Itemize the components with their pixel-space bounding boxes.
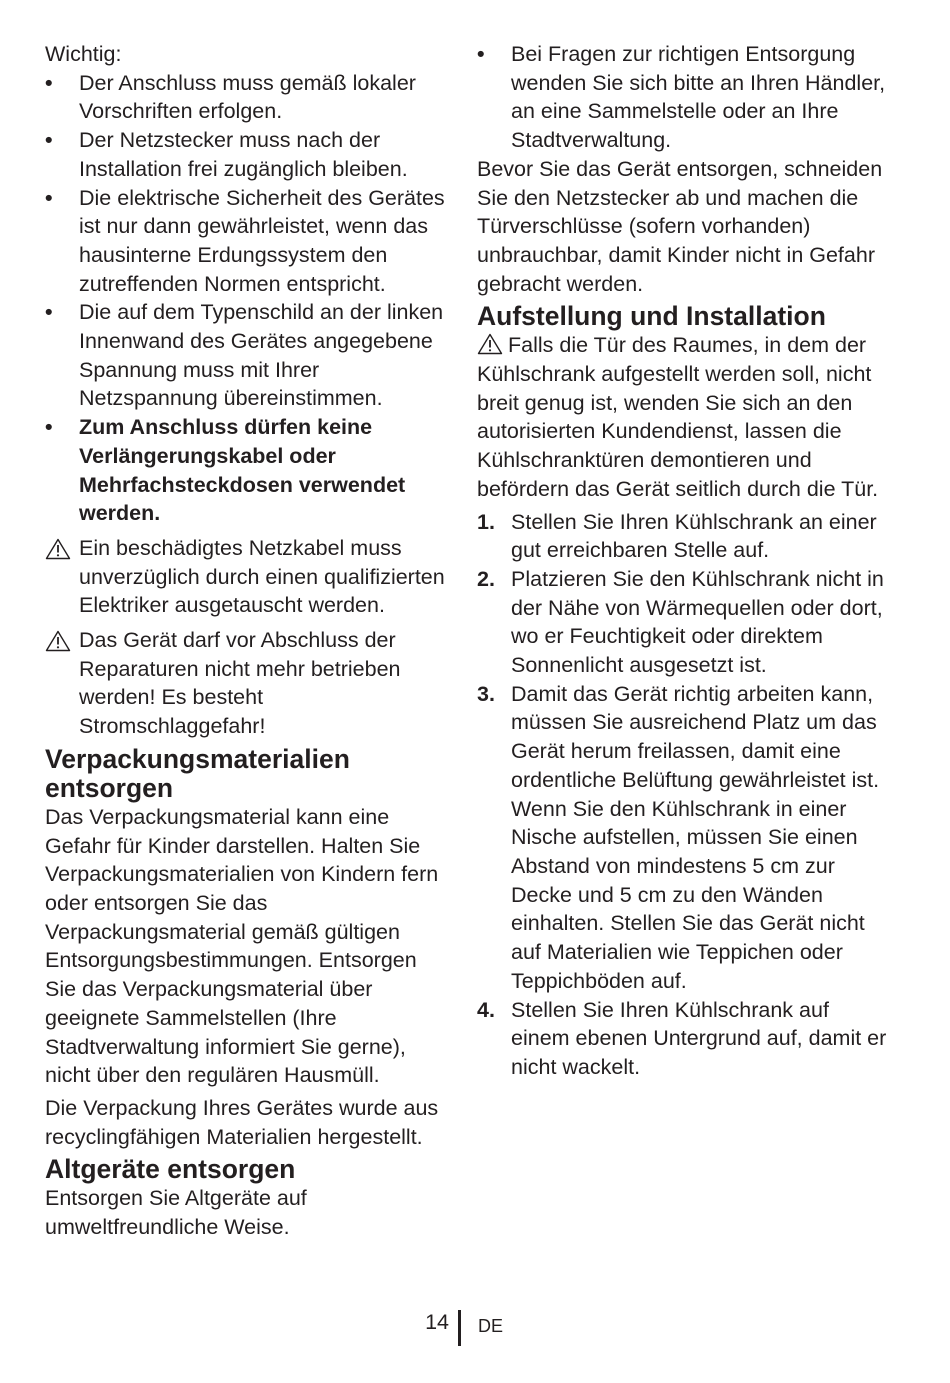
paragraph: Die Verpackung Ihres Gerätes wurde aus recyclingfähigen Materialien hergestellt.: [45, 1095, 439, 1149]
numbered-step: [477, 680, 887, 996]
warning-note: [45, 626, 453, 741]
section-heading-old-appliances: Altgeräte entsorgen: [45, 1154, 296, 1185]
list-item-text: Der Netzstecker muss nach der Installation frei zugänglich bleiben.: [79, 128, 408, 181]
bullet-icon: •: [45, 415, 53, 440]
warning-text: Ein beschädigtes Netzkabel muss unverzüglich durch einen qualifizierten Elektriker ausgetauscht werden.: [79, 535, 445, 618]
right-column: [477, 40, 887, 1082]
page-number: 14: [425, 1310, 449, 1334]
step-number: 1.: [477, 509, 495, 534]
list-item-bold: [45, 413, 453, 528]
bullet-icon: •: [45, 185, 53, 210]
list-item: [45, 184, 453, 299]
warning-text: Falls die Tür des Raumes, in dem der Kühlschrank aufgestellt werden soll, nicht breit genug ist, wenden Sie sich an den autorisierten Kundendienst, lassen die Kühlschranktüren demontieren und befördern das Gerät seitlich durch die Tür.: [477, 333, 879, 501]
step-number: 4.: [477, 997, 495, 1022]
numbered-step: [477, 565, 887, 680]
step-number: 2.: [477, 566, 495, 591]
section-heading-installation: Aufstellung und Installation: [477, 301, 826, 332]
numbered-step: [477, 508, 887, 565]
left-column: [45, 40, 453, 1242]
warning-triangle-icon: [477, 333, 503, 355]
language-code: DE: [478, 1316, 504, 1336]
list-item: [477, 40, 887, 155]
warning-text: Das Gerät darf vor Abschluss der Reparaturen nicht mehr betrieben werden! Es besteht Stromschlaggefahr!: [79, 628, 401, 739]
list-item-text: Die elektrische Sicherheit des Gerätes ist nur dann gewährleistet, wenn das hausinterne Erdungssystem den zutreffenden Normen entspricht.: [79, 185, 445, 296]
warning-triangle-icon: [45, 538, 71, 560]
bullet-icon: •: [45, 300, 53, 325]
list-item: [45, 126, 453, 183]
section-heading-packaging: Verpackungsmaterialien entsorgen: [45, 743, 350, 803]
paragraph: Entsorgen Sie Altgeräte auf umweltfreundliche Weise.: [45, 1186, 307, 1240]
paragraph: Bevor Sie das Gerät entsorgen, schneiden Sie den Netzstecker ab und machen die Türverschlüsse (sofern vorhanden) unbrauchbar, damit Kinder nicht in Gefahr gebracht werden.: [477, 156, 883, 296]
footer-divider: [458, 1310, 461, 1346]
step-text: Damit das Gerät richtig arbeiten kann, müssen Sie ausreichend Platz um das Gerät herum freilassen, damit eine ordentliche Belüftung gewährleistet ist. Wenn Sie den Kühlschrank in einer Nische aufstellen, müssen Sie einen Abstand von mindestens 5 cm zur Decke und 5 cm zu den Wänden einhalten. Stellen Sie das Gerät nicht auf Materialien wie Teppichen oder Teppichböden auf.: [511, 681, 880, 993]
warning-paragraph: [477, 331, 887, 503]
list-item: [45, 69, 453, 126]
step-number: 3.: [477, 681, 495, 706]
step-text: Platzieren Sie den Kühlschrank nicht in der Nähe von Wärmequellen oder dort, wo er Feuchtigkeit oder direktem Sonnenlicht ausgesetzt ist.: [511, 566, 884, 678]
bullet-icon: •: [45, 70, 53, 95]
bullet-icon: •: [477, 42, 485, 66]
warning-note: [45, 534, 453, 620]
important-label: Wichtig:: [45, 42, 122, 66]
list-item-text: Der Anschluss muss gemäß lokaler Vorschriften erfolgen.: [79, 70, 416, 124]
warning-triangle-icon: [45, 630, 71, 652]
bullet-icon: •: [45, 128, 53, 153]
list-item-text: Die auf dem Typenschild an der linken Innenwand des Gerätes angegebene Spannung muss mit Ihrer Netzspannung übereinstimmen.: [79, 300, 444, 411]
step-text: Stellen Sie Ihren Kühlschrank an einer gut erreichbaren Stelle auf.: [511, 509, 877, 563]
step-text: Stellen Sie Ihren Kühlschrank auf einem ebenen Untergrund auf, damit er nicht wackelt.: [511, 997, 887, 1079]
list-item-text: Bei Fragen zur richtigen Entsorgung wenden Sie sich bitte an Ihren Händler, an eine Sammelstelle oder an Ihre Stadtverwaltung.: [511, 42, 886, 153]
page-footer: [0, 1306, 950, 1346]
list-item: [45, 298, 453, 413]
numbered-step: [477, 996, 887, 1082]
paragraph: Das Verpackungsmaterial kann eine Gefahr für Kinder darstellen. Halten Sie Verpackungsmaterialien von Kindern fern oder entsorgen Sie das Verpackungsmaterial gemäß gültigen Entsorgungsbestimmungen. Entsorgen Sie das Verpackungsmaterial über geeignete Sammelstellen (Ihre Stadtverwaltung informiert Sie gerne), nicht über den regulären Hausmüll.: [45, 804, 439, 1088]
list-item-text: Zum Anschluss dürfen keine Verlängerungskabel oder Mehrfachsteckdosen verwendet werden.: [79, 415, 406, 526]
